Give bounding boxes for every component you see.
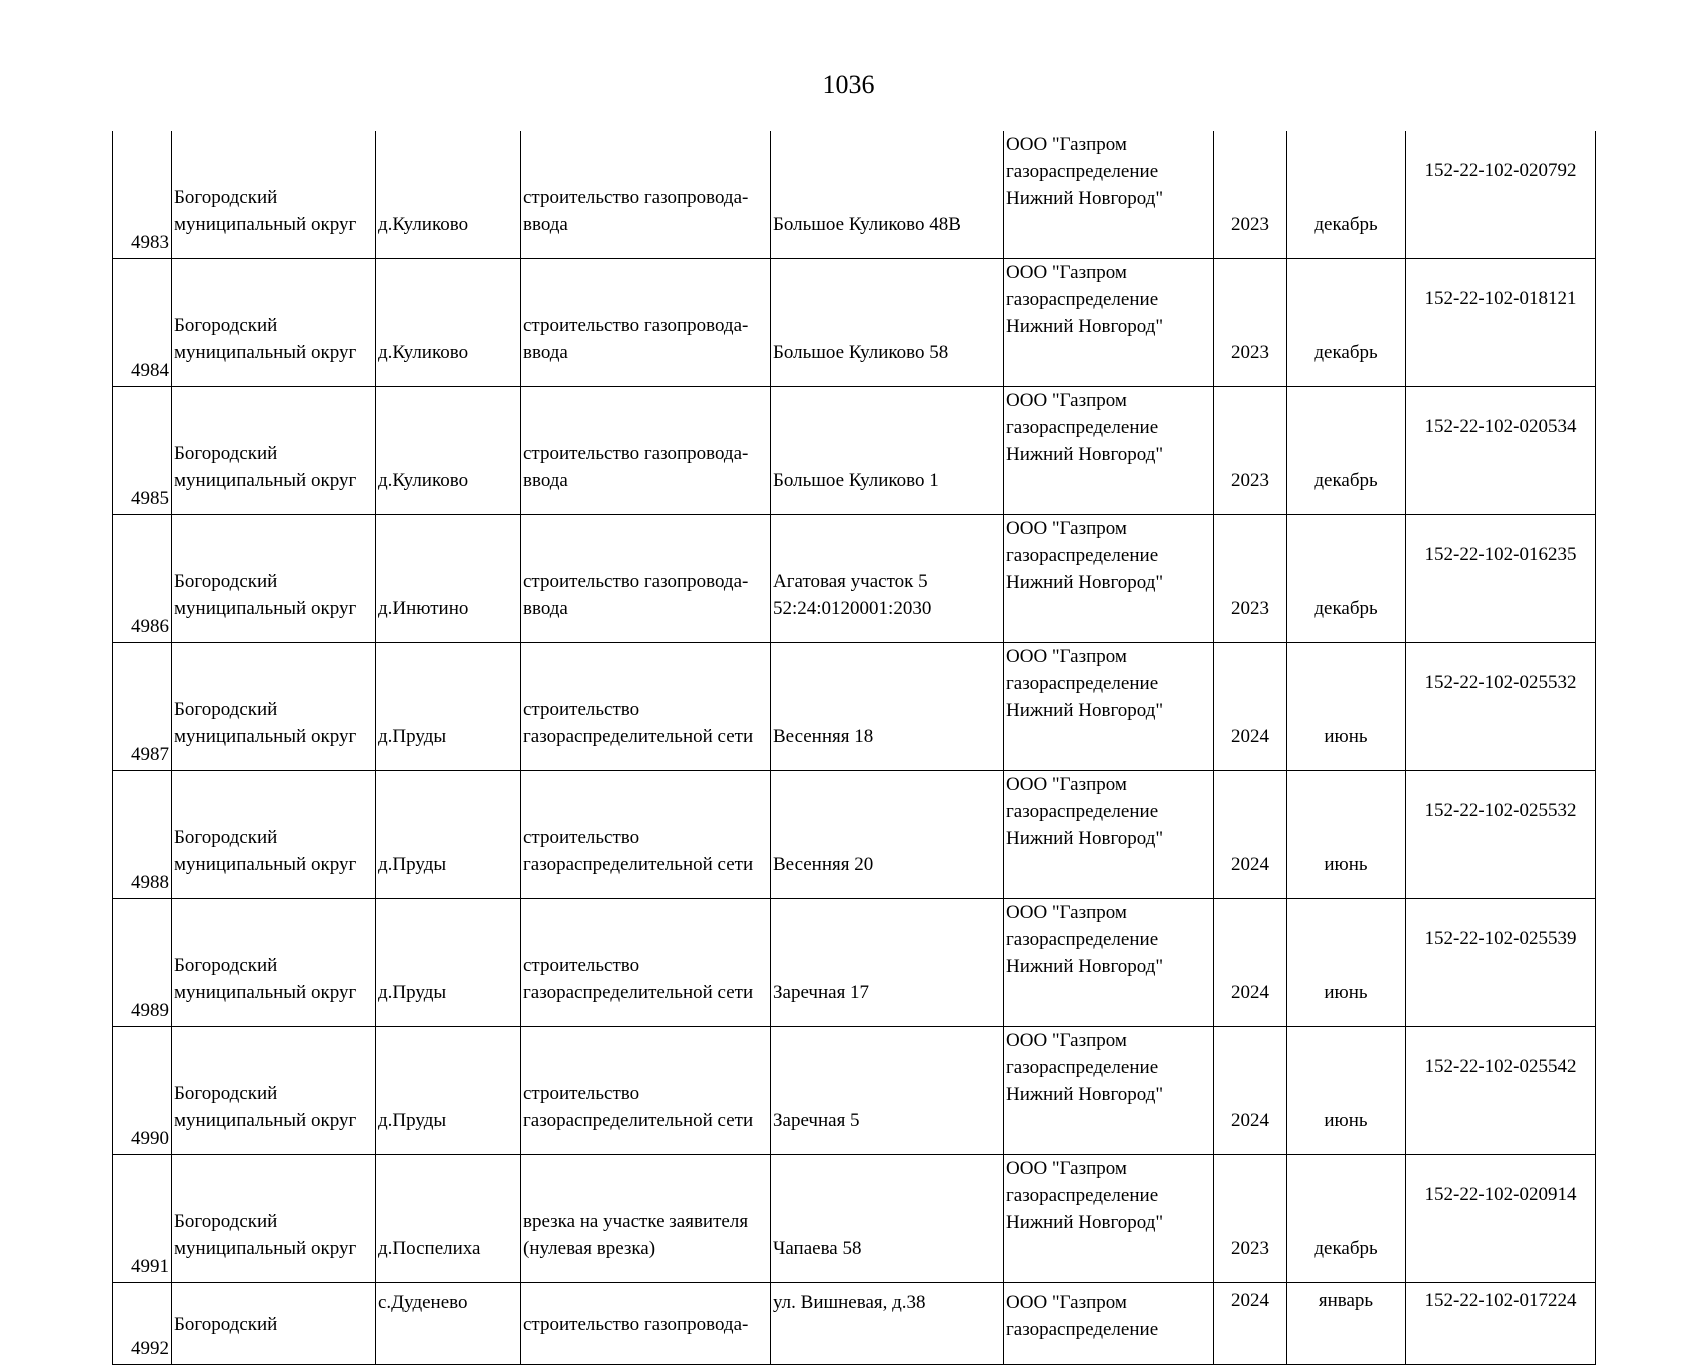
organization-cell (1004, 899, 1214, 1027)
address-cell (771, 1283, 1004, 1365)
work-type-cell-line: врезка на участке заявителя (523, 1211, 749, 1232)
organization-cell-line: газораспределение (1006, 1057, 1159, 1078)
address-cell (771, 643, 1004, 771)
application-code-cell: 152-22-102-025532 (1406, 643, 1596, 771)
organization-cell (1004, 1155, 1214, 1283)
table-row (113, 643, 1596, 771)
organization-cell-line: ООО "Газпром (1006, 1158, 1127, 1179)
locality-cell: д.Пруды (376, 899, 521, 1027)
locality-cell: д.Поспелиха (376, 1155, 521, 1283)
locality-cell: с.Дуденево (376, 1283, 521, 1365)
organization-cell-line: Нижний Новгород" (1006, 1212, 1164, 1233)
district-cell-line: Богородский (174, 187, 278, 208)
work-type-cell-line: строительство газопровода- (523, 571, 749, 592)
locality-cell: д.Куликово (376, 259, 521, 387)
address-cell-line: Большое Куликово 48В (773, 214, 961, 235)
district-cell-line: муниципальный округ (174, 470, 357, 491)
month-cell: декабрь (1287, 259, 1406, 387)
address-cell-line: 52:24:0120001:2030 (773, 598, 932, 619)
locality-cell: д.Пруды (376, 1027, 521, 1155)
locality-cell: д.Пруды (376, 643, 521, 771)
table-row (113, 387, 1596, 515)
organization-cell-line: Нижний Новгород" (1006, 188, 1164, 209)
organization-cell-line: Нижний Новгород" (1006, 956, 1164, 977)
address-cell (771, 771, 1004, 899)
organization-cell-line: Нижний Новгород" (1006, 316, 1164, 337)
district-cell (172, 643, 376, 771)
organization-cell-line: ООО "Газпром (1006, 518, 1127, 539)
district-cell (172, 131, 376, 259)
organization-cell-line: ООО "Газпром (1006, 1292, 1127, 1313)
organization-cell-line: Нижний Новгород" (1006, 828, 1164, 849)
year-cell: 2024 (1214, 1283, 1287, 1365)
application-code-cell: 152-22-102-025539 (1406, 899, 1596, 1027)
organization-cell-line: газораспределение (1006, 1319, 1159, 1340)
work-type-cell-line: газораспределительной сети (523, 982, 754, 1003)
application-code-cell: 152-22-102-020914 (1406, 1155, 1596, 1283)
organization-cell-line: Нижний Новгород" (1006, 700, 1164, 721)
organization-cell-line: ООО "Газпром (1006, 134, 1127, 155)
year-cell: 2024 (1214, 643, 1287, 771)
district-cell-line: муниципальный округ (174, 1110, 357, 1131)
row-number-cell: 4992 (113, 1283, 172, 1365)
work-type-cell-line: ввода (523, 598, 568, 619)
organization-cell-line: ООО "Газпром (1006, 902, 1127, 923)
application-code-cell: 152-22-102-025542 (1406, 1027, 1596, 1155)
district-cell (172, 1283, 376, 1365)
table-row (113, 771, 1596, 899)
organization-cell-line: газораспределение (1006, 673, 1159, 694)
work-type-cell (521, 387, 771, 515)
organization-cell-line: газораспределение (1006, 417, 1159, 438)
organization-cell (1004, 1283, 1214, 1365)
year-cell: 2023 (1214, 131, 1287, 259)
month-cell: июнь (1287, 643, 1406, 771)
organization-cell (1004, 131, 1214, 259)
district-cell-line: муниципальный округ (174, 982, 357, 1003)
year-cell: 2023 (1214, 259, 1287, 387)
address-cell (771, 1027, 1004, 1155)
work-type-cell (521, 1155, 771, 1283)
year-cell: 2023 (1214, 515, 1287, 643)
district-cell (172, 1155, 376, 1283)
locality-cell: д.Инютино (376, 515, 521, 643)
month-cell: июнь (1287, 771, 1406, 899)
month-cell: июнь (1287, 899, 1406, 1027)
work-type-cell-line: ввода (523, 342, 568, 363)
row-number-cell: 4985 (113, 387, 172, 515)
row-number-cell: 4988 (113, 771, 172, 899)
district-cell-line: Богородский (174, 1314, 278, 1335)
district-cell-line: Богородский (174, 315, 278, 336)
address-cell (771, 515, 1004, 643)
district-cell-line: муниципальный округ (174, 214, 357, 235)
table-row (113, 259, 1596, 387)
address-cell (771, 387, 1004, 515)
district-cell (172, 899, 376, 1027)
district-cell-line: Богородский (174, 955, 278, 976)
work-type-cell-line: строительство газопровода- (523, 1314, 749, 1335)
table-row (113, 1283, 1596, 1365)
application-code-cell: 152-22-102-025532 (1406, 771, 1596, 899)
address-cell (771, 899, 1004, 1027)
work-type-cell-line: строительство (523, 955, 640, 976)
month-cell: июнь (1287, 1027, 1406, 1155)
organization-cell-line: газораспределение (1006, 289, 1159, 310)
district-cell-line: Богородский (174, 827, 278, 848)
organization-cell-line: ООО "Газпром (1006, 774, 1127, 795)
row-number-cell: 4987 (113, 643, 172, 771)
organization-cell-line: газораспределение (1006, 929, 1159, 950)
application-code-cell: 152-22-102-017224 (1406, 1283, 1596, 1365)
organization-cell-line: ООО "Газпром (1006, 262, 1127, 283)
work-type-cell-line: ввода (523, 214, 568, 235)
work-type-cell-line: (нулевая врезка) (523, 1238, 656, 1259)
district-cell-line: Богородский (174, 571, 278, 592)
district-cell-line: Богородский (174, 1211, 278, 1232)
district-cell (172, 387, 376, 515)
row-number-cell: 4989 (113, 899, 172, 1027)
district-cell-line: муниципальный округ (174, 598, 357, 619)
district-cell-line: Богородский (174, 1083, 278, 1104)
address-cell-line: Весенняя 20 (773, 854, 874, 875)
address-cell-line: ул. Вишневая, д.38 (773, 1292, 926, 1313)
organization-cell-line: Нижний Новгород" (1006, 1084, 1164, 1105)
organization-cell (1004, 515, 1214, 643)
row-number-cell: 4984 (113, 259, 172, 387)
organization-cell-line: газораспределение (1006, 801, 1159, 822)
gas-connection-registry-table (112, 131, 1596, 1365)
address-cell-line: Чапаева 58 (773, 1238, 862, 1259)
registry-body (113, 131, 1596, 1365)
work-type-cell (521, 259, 771, 387)
district-cell-line: муниципальный округ (174, 342, 357, 363)
work-type-cell-line: строительство газопровода- (523, 443, 749, 464)
district-cell (172, 1027, 376, 1155)
address-cell-line: Большое Куликово 1 (773, 470, 939, 491)
district-cell-line: муниципальный округ (174, 726, 357, 747)
locality-cell: д.Куликово (376, 131, 521, 259)
address-cell-line: Заречная 5 (773, 1110, 860, 1131)
application-code-cell: 152-22-102-018121 (1406, 259, 1596, 387)
address-cell-line: Большое Куликово 58 (773, 342, 949, 363)
work-type-cell (521, 1027, 771, 1155)
month-cell: декабрь (1287, 515, 1406, 643)
organization-cell (1004, 1027, 1214, 1155)
month-cell: декабрь (1287, 131, 1406, 259)
address-cell (771, 131, 1004, 259)
address-cell-line: Весенняя 18 (773, 726, 874, 747)
organization-cell-line: ООО "Газпром (1006, 1030, 1127, 1051)
address-cell (771, 1155, 1004, 1283)
year-cell: 2023 (1214, 387, 1287, 515)
district-cell-line: Богородский (174, 699, 278, 720)
work-type-cell-line: строительство (523, 699, 640, 720)
row-number-cell: 4983 (113, 131, 172, 259)
work-type-cell-line: газораспределительной сети (523, 726, 754, 747)
page-number: 1036 (822, 70, 875, 99)
application-code-cell: 152-22-102-020534 (1406, 387, 1596, 515)
organization-cell (1004, 643, 1214, 771)
locality-cell: д.Куликово (376, 387, 521, 515)
work-type-cell (521, 131, 771, 259)
table-row (113, 1027, 1596, 1155)
organization-cell (1004, 259, 1214, 387)
table-row (113, 899, 1596, 1027)
work-type-cell-line: газораспределительной сети (523, 854, 754, 875)
row-number-cell: 4991 (113, 1155, 172, 1283)
organization-cell-line: Нижний Новгород" (1006, 444, 1164, 465)
organization-cell-line: ООО "Газпром (1006, 390, 1127, 411)
district-cell (172, 515, 376, 643)
district-cell (172, 771, 376, 899)
address-cell (771, 259, 1004, 387)
row-number-cell: 4990 (113, 1027, 172, 1155)
table-row (113, 1155, 1596, 1283)
work-type-cell (521, 643, 771, 771)
work-type-cell-line: строительство газопровода- (523, 315, 749, 336)
organization-cell (1004, 387, 1214, 515)
work-type-cell-line: газораспределительной сети (523, 1110, 754, 1131)
locality-cell: д.Пруды (376, 771, 521, 899)
month-cell: декабрь (1287, 1155, 1406, 1283)
address-cell-line: Заречная 17 (773, 982, 870, 1003)
month-cell: декабрь (1287, 387, 1406, 515)
work-type-cell (521, 899, 771, 1027)
organization-cell-line: газораспределение (1006, 545, 1159, 566)
organization-cell-line: газораспределение (1006, 161, 1159, 182)
table-row (113, 515, 1596, 643)
district-cell-line: Богородский (174, 443, 278, 464)
row-number-cell: 4986 (113, 515, 172, 643)
work-type-cell-line: ввода (523, 470, 568, 491)
work-type-cell (521, 771, 771, 899)
year-cell: 2024 (1214, 1027, 1287, 1155)
table-row (113, 131, 1596, 259)
district-cell (172, 259, 376, 387)
district-cell-line: муниципальный округ (174, 1238, 357, 1259)
application-code-cell: 152-22-102-016235 (1406, 515, 1596, 643)
work-type-cell-line: строительство газопровода- (523, 187, 749, 208)
organization-cell-line: газораспределение (1006, 1185, 1159, 1206)
year-cell: 2023 (1214, 1155, 1287, 1283)
organization-cell-line: Нижний Новгород" (1006, 572, 1164, 593)
year-cell: 2024 (1214, 899, 1287, 1027)
work-type-cell-line: строительство (523, 1083, 640, 1104)
organization-cell (1004, 771, 1214, 899)
organization-cell-line: ООО "Газпром (1006, 646, 1127, 667)
application-code-cell: 152-22-102-020792 (1406, 131, 1596, 259)
year-cell: 2024 (1214, 771, 1287, 899)
month-cell: январь (1287, 1283, 1406, 1365)
work-type-cell (521, 515, 771, 643)
work-type-cell-line: строительство (523, 827, 640, 848)
district-cell-line: муниципальный округ (174, 854, 357, 875)
work-type-cell (521, 1283, 771, 1365)
address-cell-line: Агатовая участок 5 (773, 571, 928, 592)
